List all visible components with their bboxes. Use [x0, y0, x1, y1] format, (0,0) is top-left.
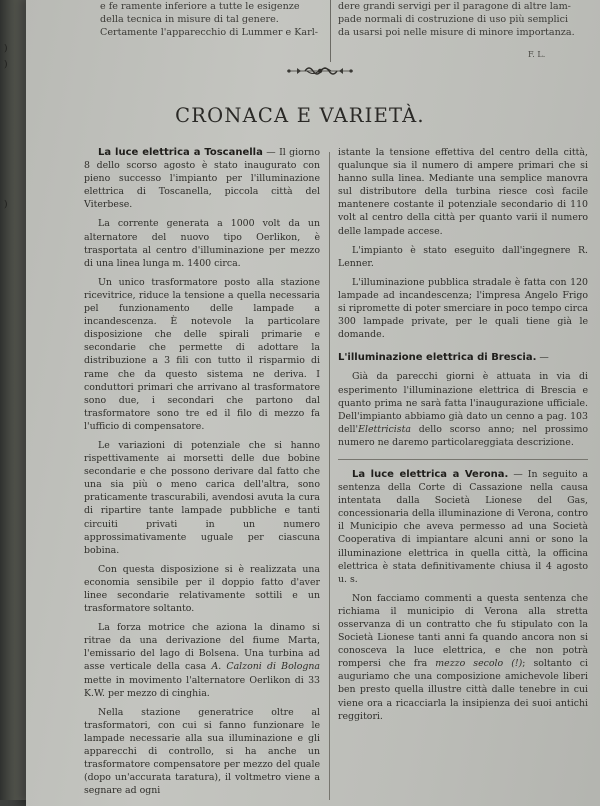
- title-dash: —: [508, 468, 528, 480]
- paragraph: istante la tensione effettiva del centro della città, qualunque sia il numero di ampere primari che si hanno sulla linea. Mediante una semplice manovra sul distributore della turbina riesce così facile mantenere costante il potenziale secondario di 110 volt al centro della città per quanto varii il numero delle lampade accese.: [338, 147, 588, 237]
- left-column: [84, 146, 320, 803]
- spine-mark: ): [4, 60, 8, 70]
- decorative-ornament-icon: [285, 63, 355, 79]
- spine-mark: ): [4, 44, 8, 54]
- article-heading: [338, 351, 588, 364]
- paragraph-text: Il giorno 8 dello scorso agosto è stato inaugurato con pieno successo l'impianto per l'illuminazione elettrica di Toscanella, piccola città del Viterbese.: [84, 147, 320, 211]
- spine-mark: ): [4, 200, 8, 210]
- paragraph-text: mette in movimento l'alternatore Oerlikon di 33 K.W. per mezzo di cinghia.: [84, 674, 320, 699]
- paragraph: La corrente generata a 1000 volt da un alternatore del nuovo tipo Oerlikon, è trasportata al centro d'illuminazione per mezzo di una linea lunga m. 1400 circa.: [84, 218, 320, 269]
- paragraph: Un unico trasformatore posto alla stazione ricevitrice, riduce la tensione a quella necessaria pel funzionamento delle lampade a incandescenza. È notevole la particolare disposizione che delle spirali primarie e secondarie che permette di adottare la distribuzione a 3 fili con tutto il risparmio di rame che da questo sistema ne deriva. I conduttori primari che arrivano al trasformatore sono due, i secondari che partono dal trasformatore sono tre ed il filo di mezzo fa l'ufficio di compensatore.: [84, 276, 320, 432]
- paragraph: Nella stazione generatrice oltre al trasformatori, con cui si fanno funzionare le lampade necessarie alla sua illuminazione e gli apparecchi di controllo, si ha anche un trasformatore compensatore per mezzo del quale (dopo un'accurata taratura), il voltmetro viene a segnare ad ogni: [84, 706, 320, 797]
- right-column: [338, 146, 588, 729]
- paragraph-text: Già da parecchi giorni è attuata in via di esperimento l'illuminazione elettrica di Brescia e quanto prima ne sarà fatta l'inaugurazione ufficiale. Dell'impianto abbiamo già dato un cenno a pag. 103 dell': [338, 371, 588, 435]
- section-heading: CRONACA E VARIETÀ.: [175, 104, 425, 127]
- paragraph: Le variazioni di potenziale che si hanno rispettivamente ai morsetti delle due bobine secondarie e che possono derivare dal fatto che una sia più o meno carica dell'altra, sono praticamente trascurabili, avendosi avuta la cura di ripartire tante lampade pubbliche e tanti circuiti privati in un numero approssimativamente uguale per ciascuna bobina.: [84, 439, 320, 556]
- paragraph-text: ; soltanto ci auguriamo che una composizione amichevole liberi ben presto quella illustre città dalle tenebre in cui viene ora a ricacciarla la insipienza dei suoi antichi reggitori.: [338, 658, 588, 722]
- paragraph: Con questa disposizione si è realizzata una economia sensibile per il doppio fatto d'aver linee secondarie relativamente sottili e un trasformatore soltanto.: [84, 563, 320, 615]
- paragraph-text: Non facciamo commenti a questa sentenza che richiama il municipio di Verona alla stretta osservanza di un contratto che fu stipulato con la Società Lionese tanti anni fa quando ancora non si conosceva la luce elettrica, e che non potrà rompersi che fra: [338, 592, 588, 670]
- paragraph: [84, 146, 320, 211]
- column-rule: [329, 152, 330, 800]
- title-dash: —: [536, 352, 549, 364]
- text-line: e fe ramente inferiore a tutte le esigenze: [100, 1, 300, 12]
- text-line: dere grandi servigi per il paragone di altre lam-: [338, 1, 571, 12]
- paragraph-text: La forza motrice che aziona la dinamo si ritrae da una derivazione del fiume Marta, l'emissario del lago di Bolsena. Una turbina ad asse verticale della casa: [84, 622, 320, 673]
- publication-name: Elettricista: [358, 423, 411, 435]
- paragraph: [338, 592, 588, 723]
- article-title: L'illuminazione elettrica di Brescia.: [338, 352, 537, 364]
- text-line: della tecnica in misure di tal genere.: [100, 14, 279, 25]
- previous-article-left-fragment: [100, 0, 318, 39]
- text-line: Certamente l'apparecchio di Lummer e Karl-: [100, 27, 319, 38]
- paragraph: [338, 468, 588, 586]
- text-line: da usarsi poi nelle misure di minore importanza.: [338, 27, 575, 38]
- column-divider: [330, 0, 331, 62]
- paragraph-text: In seguito a sentenza della Corte di Cassazione nella causa intentata dalla Società Lionese del Gas, concessionaria della illuminazione di Verona, contro il Municipio che aveva permesso ad una Società Cooperativa di impiantare alcuni anni or sono la illuminazione elettrica in quella città, la officina elettrica è stata definitivamente chiusa il 4 agosto u. s.: [338, 468, 588, 585]
- author-signature: F. L.: [528, 50, 546, 59]
- paragraph: [338, 370, 588, 449]
- emphasis: mezzo secolo (!): [435, 658, 523, 670]
- article-title: La luce elettrica a Verona.: [352, 468, 509, 480]
- paragraph-text: dello scorso anno; nel prossimo numero ne daremo particolareggiata descrizione.: [338, 423, 588, 448]
- article-separator: [338, 459, 588, 460]
- text-line: pade normali di costruzione di uso più semplici: [338, 14, 569, 25]
- paragraph: L'impianto è stato eseguito dall'ingegnere R. Lenner.: [338, 244, 588, 269]
- previous-article-right-fragment: [338, 0, 575, 39]
- title-dash: —: [262, 147, 280, 158]
- company-name: A. Calzoni di Bologna: [211, 661, 320, 673]
- paragraph: L'illuminazione pubblica stradale è fatta con 120 lampade ad incandescenza; l'impresa Angelo Frigo si ripromette di poter smerciare in poco tempo circa 300 lampade private, per le quali tiene già le domande.: [338, 276, 588, 341]
- article-title: La luce elettrica a Toscanella: [98, 147, 263, 158]
- paragraph: [84, 621, 320, 700]
